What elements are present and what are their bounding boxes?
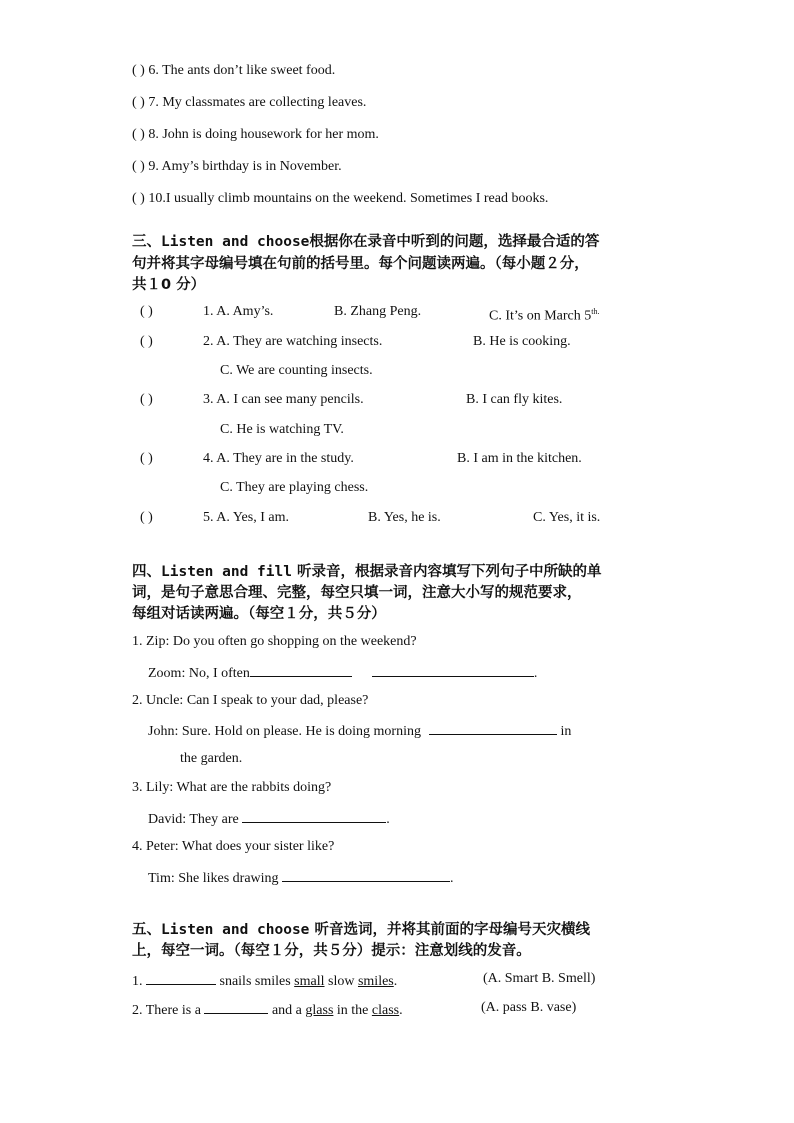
section2-item-6 [132,62,335,80]
section2-item-10 [132,190,548,208]
option-b: B. Zhang Peng. [334,304,422,319]
item-text: 8. John is doing housework for her mom. [148,127,379,142]
section2-item-9 [132,158,342,176]
section5-item-2: 2. There is a and a glass in the class. [132,999,403,1020]
answer-paren: ( ) [132,63,145,78]
dialogue-1-question: 1. Zip: Do you often go shopping on the weekend? [132,634,417,649]
item-text: 7. My classmates are collecting leaves. [148,95,367,110]
dialogue-2-question: 2. Uncle: Can I speak to your dad, please? [132,693,369,708]
fill-blank[interactable] [146,970,216,985]
option-a: 2. A. They are watching insects. [203,334,383,349]
underlined-word: smiles [357,974,394,989]
answer-paren: ( ) [140,334,153,349]
section5-item-2-options: (A. pass B. vase) [481,1000,577,1015]
dialogue-3-answer: David: They are . [148,808,390,829]
fill-blank[interactable] [372,662,534,677]
answer-paren: ( ) [132,95,145,110]
dialogue-3-question: 3. Lily: What are the rabbits doing? [132,780,332,795]
answer-paren: ( ) [140,304,153,319]
underlined-word: small [294,974,325,989]
heading-line-2: 词，是句子意思合理、完整，每空只填一词，注意大小写的规范要求， [132,585,582,601]
option-c: C. Yes, it is. [533,510,601,525]
dialogue-2-answer: John: Sure. Hold on please. He is doing morning in [148,720,571,741]
section2-item-8 [132,126,379,144]
section2-item-7 [132,94,366,112]
answer-paren: ( ) [140,510,153,525]
fill-blank[interactable] [429,720,557,735]
option-b: B. I can fly kites. [466,392,563,407]
option-a: 3. A. I can see many pencils. [203,392,364,407]
option-b: B. Yes, he is. [368,510,441,525]
option-a: 5. A. Yes, I am. [203,510,289,525]
option-b: B. I am in the kitchen. [457,451,582,466]
heading-line-2: 句并将其字母编号填在句前的括号里。每个问题读两遍。（每小题２分， [132,256,589,272]
dialogue-4-question: 4. Peter: What does your sister like? [132,839,335,854]
option-c: C. They are playing chess. [220,480,369,495]
heading-line-1: 四、Listen and fill 听录音，根据录音内容填写下列句子中所缺的单 [132,564,602,580]
underlined-word: class [371,1003,400,1018]
dialogue-2-answer-cont: the garden. [180,751,243,766]
underlined-word: glass [305,1003,334,1018]
heading-line-3: 共１0 分） [132,277,206,293]
fill-blank[interactable] [204,999,268,1014]
item-text: 10.I usually climb mountains on the weekend. Sometimes I read books. [148,191,549,206]
heading-line-3: 每组对话读两遍。（每空１分，共５分） [132,606,386,622]
option-a: 4. A. They are in the study. [203,451,354,466]
option-c: C. It’s on March $5^{th.}$ [489,307,600,324]
option-c: C. He is watching TV. [220,422,344,437]
option-c: C. We are counting insects. [220,363,373,378]
answer-paren: ( ) [132,159,145,174]
answer-paren: ( ) [140,451,153,466]
option-a: 1. A. Amy’s. [203,304,274,319]
section5-item-1: 1. snails smiles small slow smiles. [132,970,397,991]
option-b: B. He is cooking. [473,334,571,349]
answer-paren: ( ) [132,127,145,142]
answer-paren: ( ) [132,191,145,206]
section5-item-1-options: (A. Smart B. Smell) [483,971,596,986]
item-text: 9. Amy’s birthday is in November. [148,159,342,174]
fill-blank[interactable] [242,808,386,823]
dialogue-1-answer: Zoom: No, I often . [148,662,537,683]
item-text: 6. The ants don’t like sweet food. [148,63,336,78]
heading-line-1: 三、Listen and choose根据你在录音中听到的问题，选择最合适的答 [132,234,600,250]
fill-blank[interactable] [250,662,352,677]
dialogue-4-answer: Tim: She likes drawing . [148,867,454,888]
fill-blank[interactable] [282,867,450,882]
answer-paren: ( ) [140,392,153,407]
heading-line-2: 上，每空一词。（每空１分，共５分）提示：注意划线的发音。 [132,943,531,959]
heading-line-1: 五、Listen and choose 听音选词，并将其前面的字母编号天灾横线 [132,922,590,938]
